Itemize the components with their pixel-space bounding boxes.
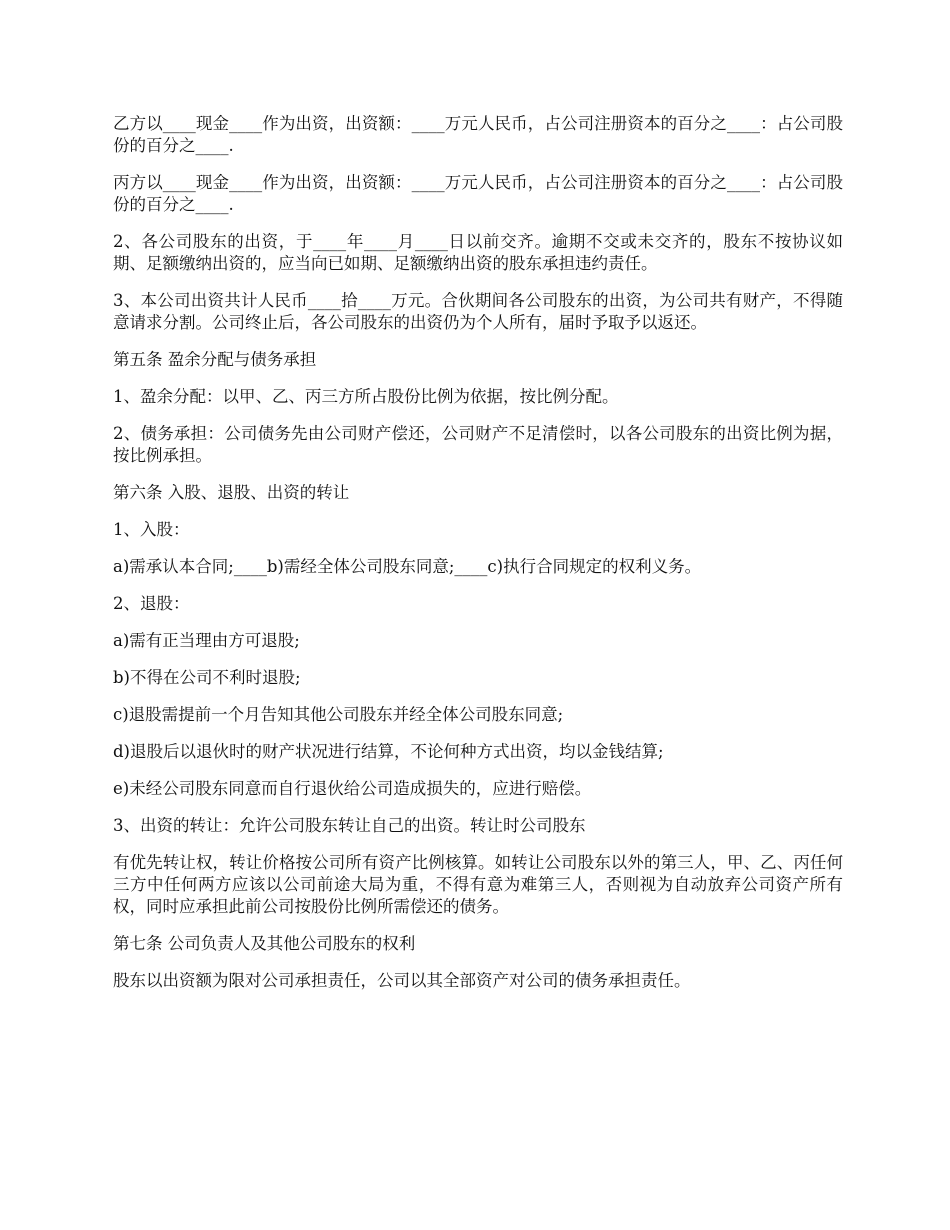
paragraph-withdrawal-e: e)未经公司股东同意而自行退伙给公司造成损失的，应进行赔偿。 [113, 779, 592, 798]
paragraph-withdrawal-c: c)退股需提前一个月告知其他公司股东并经全体公司股东同意; [113, 705, 564, 724]
document-page [113, 113, 843, 1007]
paragraph-debt-bearing: 2、债务承担：公司债务先由公司财产偿还，公司财产不足清偿时，以各公司股东的出资比例为据，按比例承担。 [113, 424, 843, 465]
paragraph-party-c-contribution: 丙方以____现金____作为出资，出资额：____万元人民币，占公司注册资本的百分之____：占公司股份的百分之____. [113, 173, 843, 214]
paragraph-transfer-title: 3、出资的转让：允许公司股东转让自己的出资。转让时公司股东 [113, 816, 586, 835]
paragraph-contribution-deadline: 2、各公司股东的出资，于____年____月____日以前交齐。逾期不交或未交齐的，股东不按协议如期、足额缴纳出资的，应当向已如期、足额缴纳出资的股东承担违约责任。 [113, 232, 843, 273]
paragraph-withdrawal-title: 2、退股： [113, 594, 190, 613]
paragraph-withdrawal-d: d)退股后以退伙时的财产状况进行结算，不论何种方式出资，均以金钱结算; [113, 742, 664, 761]
heading-article-5: 第五条 盈余分配与债务承担 [113, 350, 317, 369]
paragraph-transfer-details: 有优先转让权，转让价格按公司所有资产比例核算。如转让公司股东以外的第三人，甲、乙、丙任何三方中任何两方应该以公司前途大局为重，不得有意为难第三人，否则视为自动放弃公司资产所有权，同时应承担此前公司按股份比例所需偿还的债务。 [113, 853, 843, 916]
paragraph-withdrawal-b: b)不得在公司不利时退股; [113, 668, 301, 687]
paragraph-withdrawal-a: a)需有正当理由方可退股; [113, 631, 300, 650]
paragraph-liability: 股东以出资额为限对公司承担责任，公司以其全部资产对公司的债务承担责任。 [113, 971, 691, 990]
paragraph-joining-conditions: a)需承认本合同;____b)需经全体公司股东同意;____c)执行合同规定的权利义务。 [113, 557, 702, 576]
paragraph-joining-title: 1、入股： [113, 520, 190, 539]
paragraph-party-b-contribution: 乙方以____现金____作为出资，出资额：____万元人民币，占公司注册资本的百分之____：占公司股份的百分之____. [113, 114, 843, 155]
heading-article-6: 第六条 入股、退股、出资的转让 [113, 483, 350, 502]
paragraph-total-contribution: 3、本公司出资共计人民币____拾____万元。合伙期间各公司股东的出资，为公司共有财产，不得随意请求分割。公司终止后，各公司股东的出资仍为个人所有，届时予取予以返还。 [113, 291, 843, 332]
heading-article-7: 第七条 公司负责人及其他公司股东的权利 [113, 934, 416, 953]
paragraph-profit-distribution: 1、盈余分配：以甲、乙、丙三方所占股份比例为依据，按比例分配。 [113, 387, 619, 406]
